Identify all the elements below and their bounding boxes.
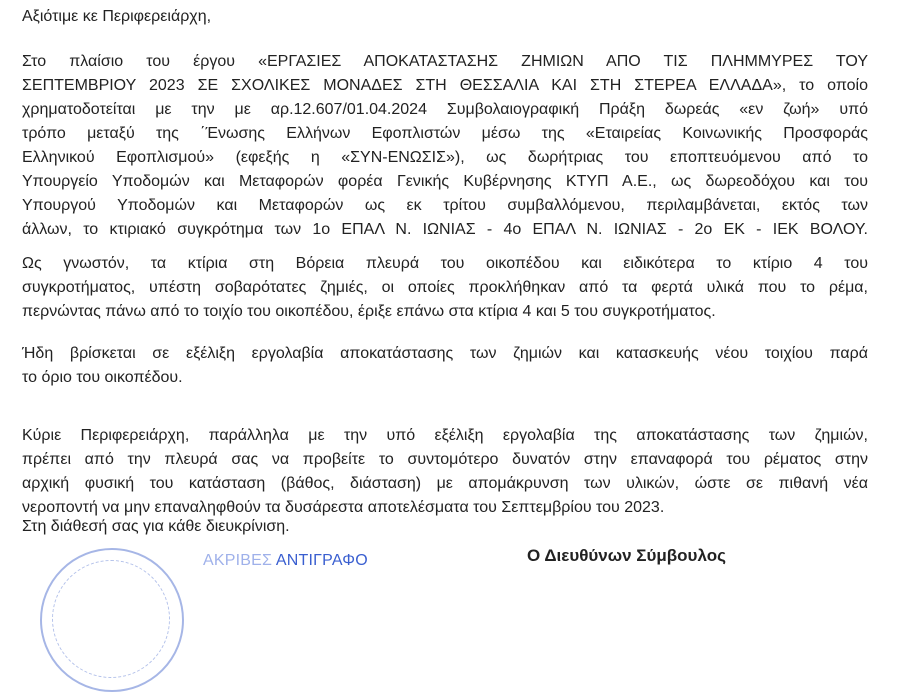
closing-line: Στη διάθεσή σας για κάθε διευκρίνιση. — [22, 518, 290, 535]
certified-copy-stamp — [203, 552, 368, 570]
text-line: άλλων, το κτιριακό συγκρότημα των 1ο ΕΠΑΛ Ν. ΙΩΝΙΑΣ - 4ο ΕΠΑΛ Ν. ΙΩΝΙΑΣ - 2ο ΕΚ - ΙΕΚ ΒΟΛΟΥ. — [22, 221, 868, 238]
text-line: αρχική φυσική του κατάσταση (βάθος, διάσταση) με απομάκρυνση των υλικών, ώστε σε πιθανή νέα — [22, 475, 868, 492]
text-line: συγκροτήματος, υπέστη σοβαρότατες ζημιές, οι οποίες προκλήθηκαν από τα φερτά υλικά που το ρέμα, — [22, 279, 868, 296]
text-line: Ελληνικού Εφοπλισμού» (εφεξής η «ΣΥΝ-ΕΝΩΣΙΣ»), ως δωρήτριας του εποπτευόμενου από το — [22, 149, 868, 166]
text-line: Στο πλαίσιο του έργου «ΕΡΓΑΣΙΕΣ ΑΠΟΚΑΤΑΣΤΑΣΗΣ ΖΗΜΙΩΝ ΑΠΟ ΤΙΣ ΠΛΗΜΜΥΡΕΣ ΤΟΥ — [22, 53, 868, 70]
text-line: ΣΕΠΤΕΜΒΡΙΟΥ 2023 ΣΕ ΣΧΟΛΙΚΕΣ ΜΟΝΑΔΕΣ ΣΤΗ ΘΕΣΣΑΛΙΑ ΚΑΙ ΣΤΗ ΣΤΕΡΕΑ ΕΛΛΑΔΑ», το οποίο — [22, 77, 868, 94]
text-line: πρέπει από την πλευρά σας να προβείτε το συντομότερο δυνατόν στην επαναφορά του ρέματος στην — [22, 451, 868, 468]
text-line: Κύριε Περιφερειάρχη, παράλληλα με την υπό εξέλιξη εργολαβία της αποκατάστασης των ζημιών, — [22, 427, 868, 444]
text-line: Υπουργείο Υποδομών και Μεταφορών φορέα Γενικής Κυβέρνησης ΚΤΥΠ Α.Ε., ως δωρεοδόχου και του — [22, 173, 868, 190]
text-line: Ως γνωστόν, τα κτίρια στη Βόρεια πλευρά του οικοπέδου και ειδικότερα το κτίριο 4 του — [22, 255, 868, 272]
text-line: Υπουργού Υποδομών και Μεταφορών ως εκ τρίτου συμβαλλόμενου, περιλαμβάνεται, εκτός των — [22, 197, 868, 214]
stamp-label: ΑΝΤΙΓΡΑΦΟ — [275, 552, 368, 569]
text-line: το όριο του οικοπέδου. — [22, 369, 183, 386]
text-line: Ήδη βρίσκεται σε εξέλιξη εργολαβία αποκατάστασης των ζημιών και κατασκευής νέου τοιχίου παρά — [22, 345, 868, 362]
signatory-title: Ο Διευθύνων Σύμβουλος — [527, 546, 726, 565]
stamp-prefix: ΑΚΡΙΒΕΣ — [203, 552, 273, 569]
greeting: Αξιότιμε κε Περιφερειάρχη, — [22, 8, 212, 25]
text-line: τρόπο μεταξύ της ΄Ένωσης Ελλήνων Εφοπλιστών μέσω της «Εταιρείας Κοινωνικής Προσφοράς — [22, 125, 868, 142]
official-seal-stamp-inner — [52, 560, 170, 678]
text-line: χρηματοδοτείται με την με αρ.12.607/01.04.2024 Συμβολαιογραφική Πράξη δωρεάς «εν ζωή» υπό — [22, 101, 868, 118]
text-line: περνώντας πάνω από το τοιχίο του οικοπέδου, έριξε επάνω στα κτίρια 4 και 5 του συγκροτήματος. — [22, 303, 716, 320]
text-line: νεροποντή να μην επαναληφθούν τα δυσάρεστα αποτελέσματα του Σεπτεμβρίου του 2023. — [22, 499, 665, 516]
